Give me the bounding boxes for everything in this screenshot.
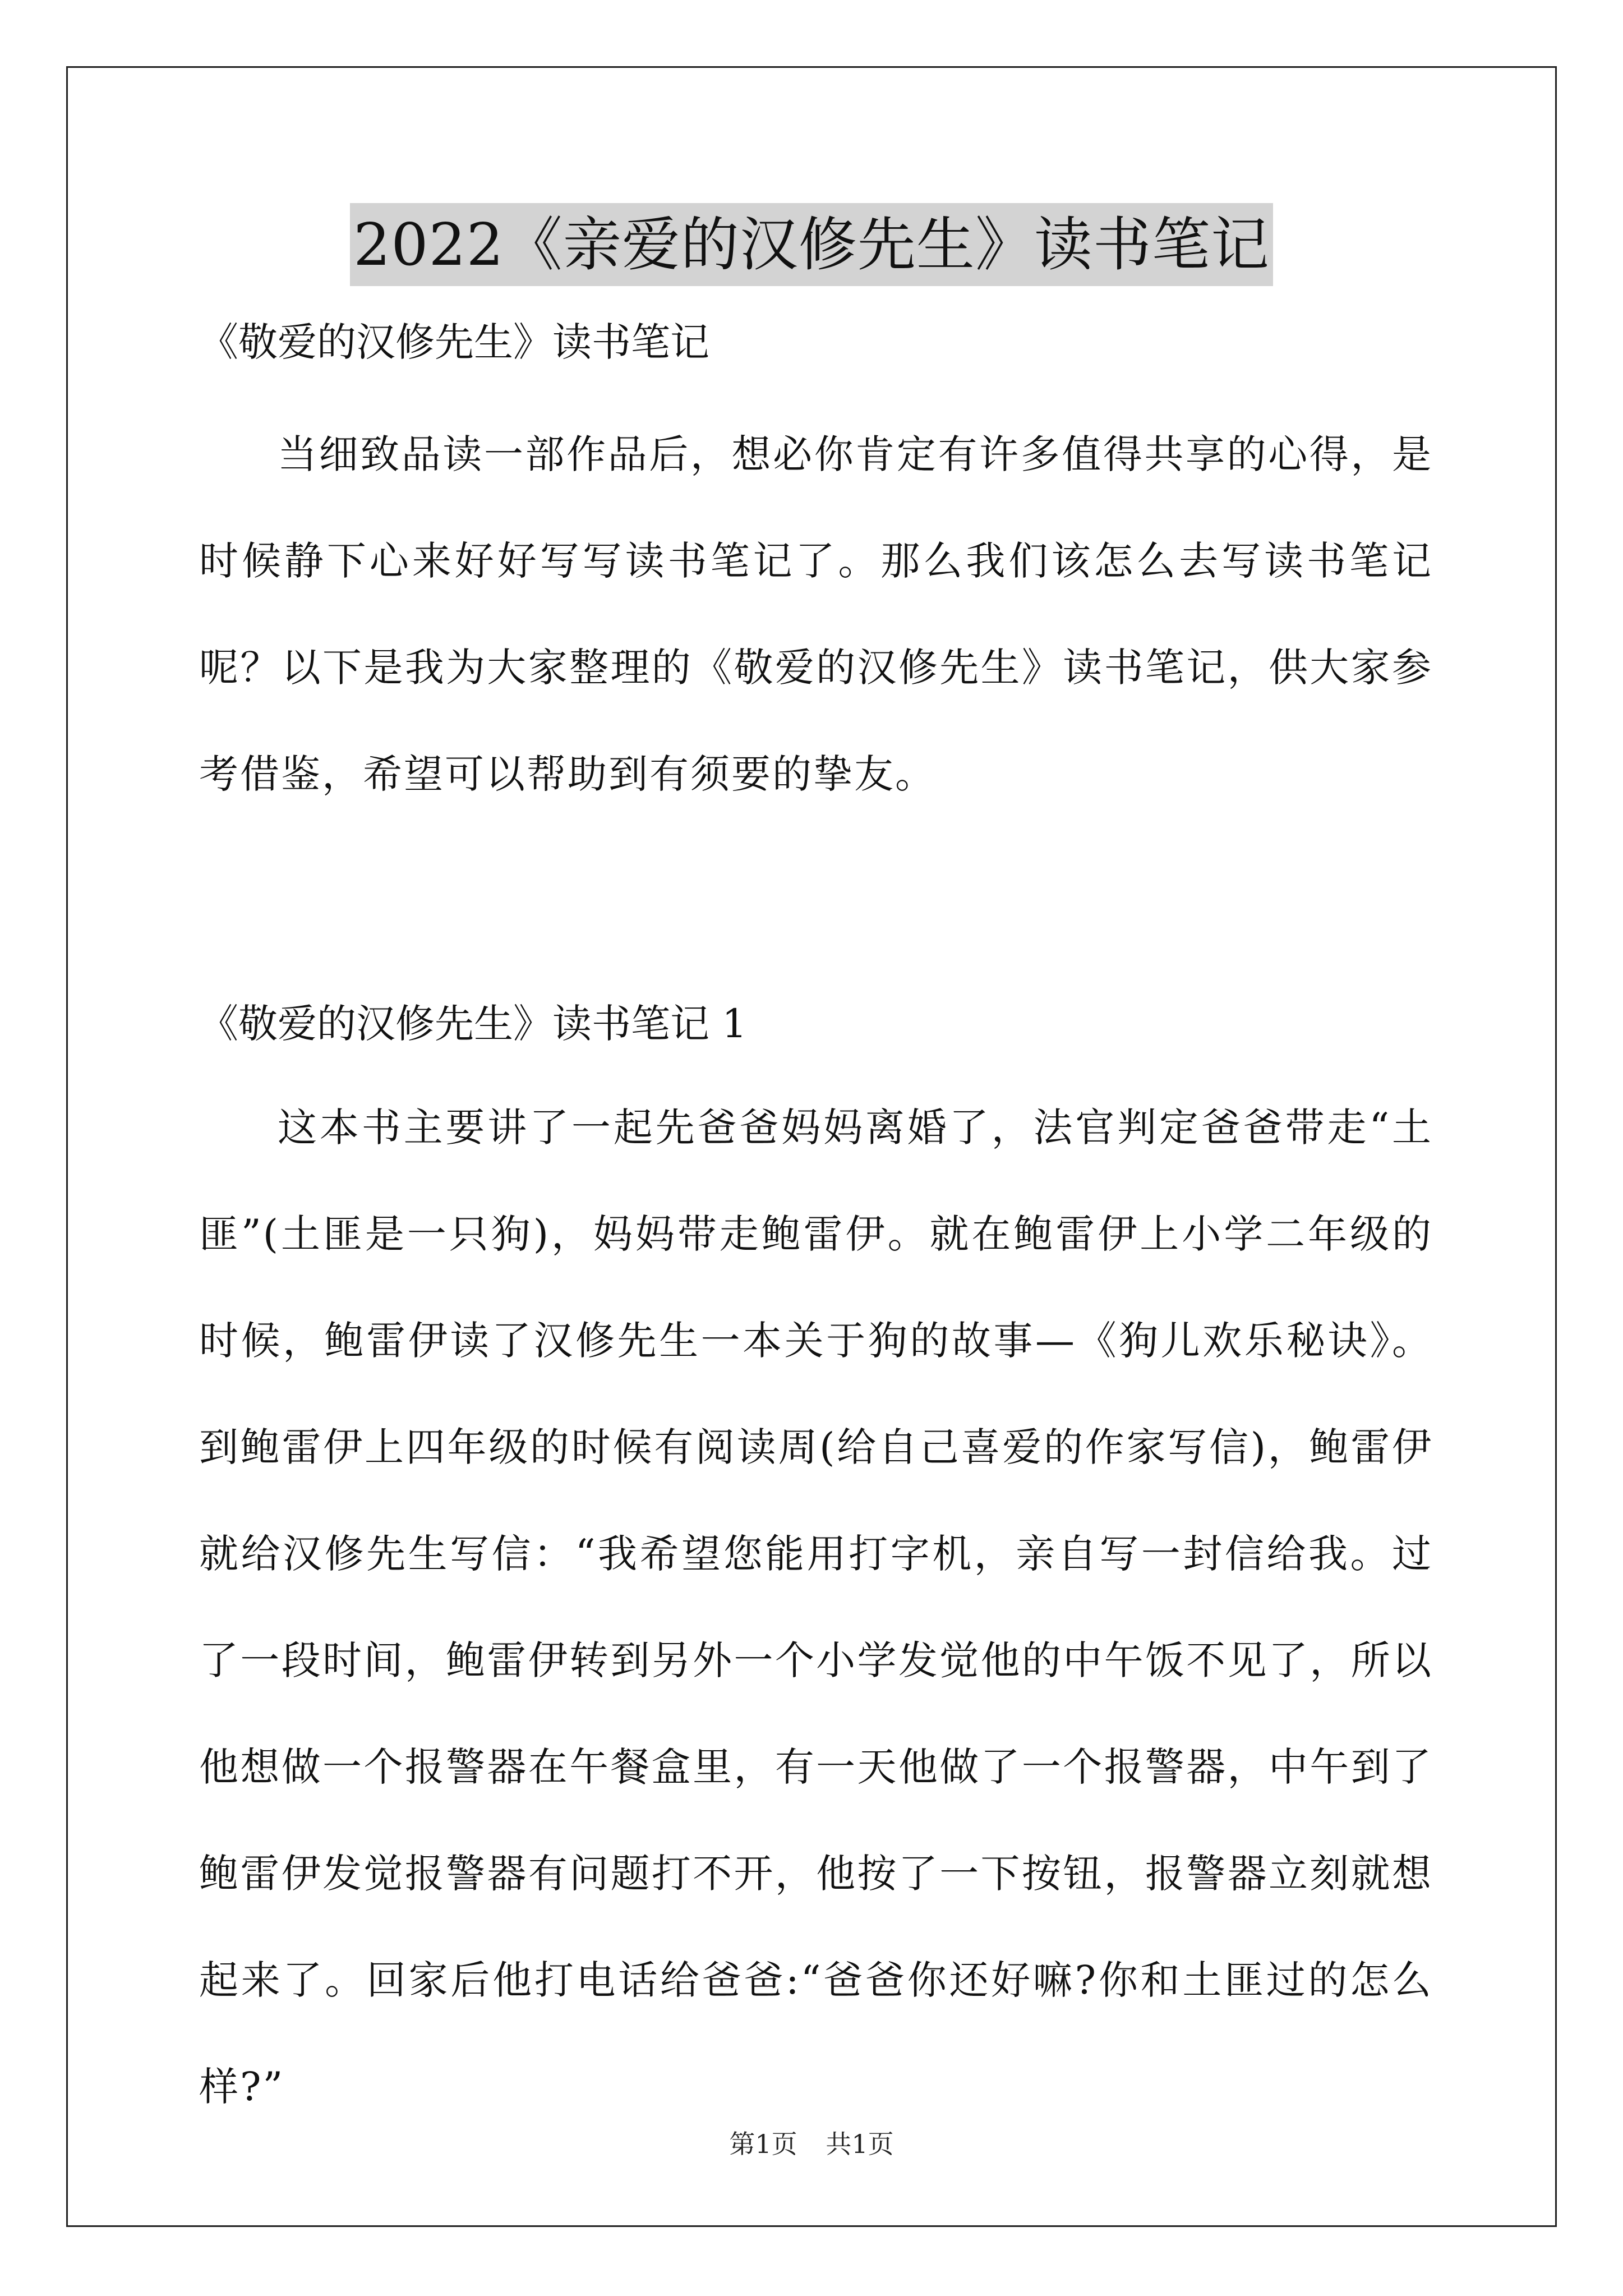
section-heading: 《敬爱的汉修先生》读书笔记	[199, 319, 709, 365]
section-heading: 《敬爱的汉修先生》读书笔记 1	[199, 1001, 747, 1047]
section-paragraph: 这本书主要讲了一起先爸爸妈妈离婚了，法官判定爸爸带走“土匪”(土匪是一只狗)，妈妈带走鲍雷伊。就在鲍雷伊上小学二年级的时候，鲍雷伊读了汉修先生一本关于狗的故事—《狗儿欢乐秘诀》。到鲍雷伊上四年级的时候有阅读周(给自己喜爱的作家写信)，鲍雷伊就给汉修先生写信：“我希望您能用打字机，亲自写一封信给我。过了一段时间，鲍雷伊转到另外一个小学发觉他的中午饭不见了，所以他想做一个报警器在午餐盒里，有一天他做了一个报警器，中午到了鲍雷伊发觉报警器有问题打不开，他按了一下按钮，报警器立刻就想起来了。回家后他打电话给爸爸:“爸爸你还好嘛?你和土匪过的怎么样?”	[199, 1105, 1433, 2110]
document-body	[199, 314, 1433, 2140]
title-container	[0, 203, 1623, 286]
page-footer	[0, 2124, 1623, 2161]
document-title: 2022《亲爱的汉修先生》读书笔记	[350, 203, 1273, 286]
section-paragraph: 当细致品读一部作品后，想必你肯定有许多值得共享的心得，是时候静下心来好好写写读书笔记了。那么我们该怎么去写读书笔记呢？以下是我为大家整理的《敬爱的汉修先生》读书笔记，供大家参考借鉴，希望可以帮助到有须要的挚友。	[199, 431, 1433, 797]
page-total: 共1页	[826, 2129, 894, 2159]
page-number: 第1页	[729, 2129, 797, 2159]
